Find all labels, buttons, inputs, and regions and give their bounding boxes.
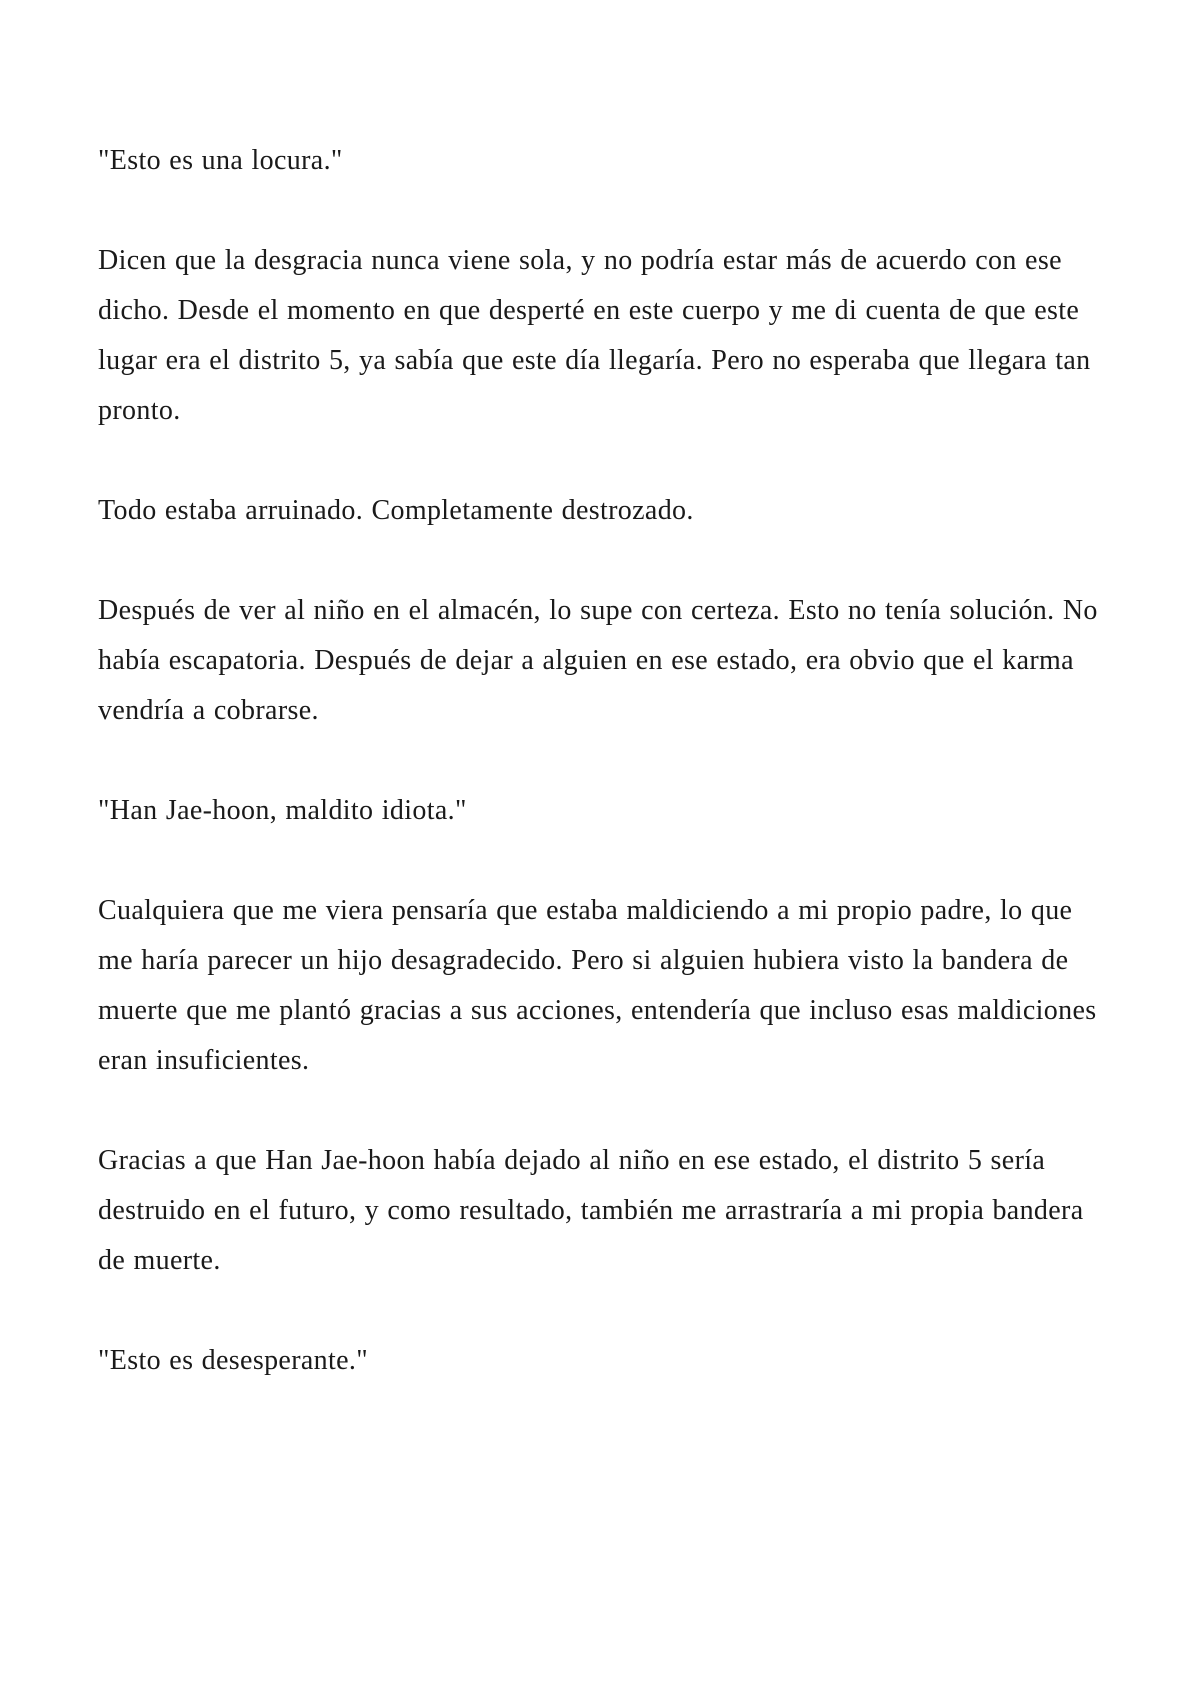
narrative-paragraph: Dicen que la desgracia nunca viene sola, y no podría estar más de acuerdo con ese dicho. Desde el momento en que desperté en este cuerpo y me di cuenta de que este lugar era el distrito 5, ya sabía que este día llegaría. Pero no esperaba que llegara tan pronto. <box>98 245 1091 426</box>
narrative-paragraph: Todo estaba arruinado. Completamente destrozado. <box>98 495 694 526</box>
dialogue-paragraph: "Han Jae-hoon, maldito idiota." <box>98 795 467 826</box>
narrative-paragraph: Cualquiera que me viera pensaría que estaba maldiciendo a mi propio padre, lo que me haría parecer un hijo desagradecido. Pero si alguien hubiera visto la bandera de muerte que me plantó gracias a sus acciones, entendería que incluso esas maldiciones eran insuficientes. <box>98 895 1097 1076</box>
narrative-paragraph: Gracias a que Han Jae-hoon había dejado al niño en ese estado, el distrito 5 sería destruido en el futuro, y como resultado, también me arrastraría a mi propia bandera de muerte. <box>98 1145 1084 1276</box>
dialogue-paragraph: "Esto es una locura." <box>98 145 343 176</box>
narrative-paragraph: Después de ver al niño en el almacén, lo supe con certeza. Esto no tenía solución. No había escapatoria. Después de dejar a alguien en ese estado, era obvio que el karma vendría a cobrarse. <box>98 595 1098 726</box>
dialogue-paragraph: "Esto es desesperante." <box>98 1345 369 1376</box>
